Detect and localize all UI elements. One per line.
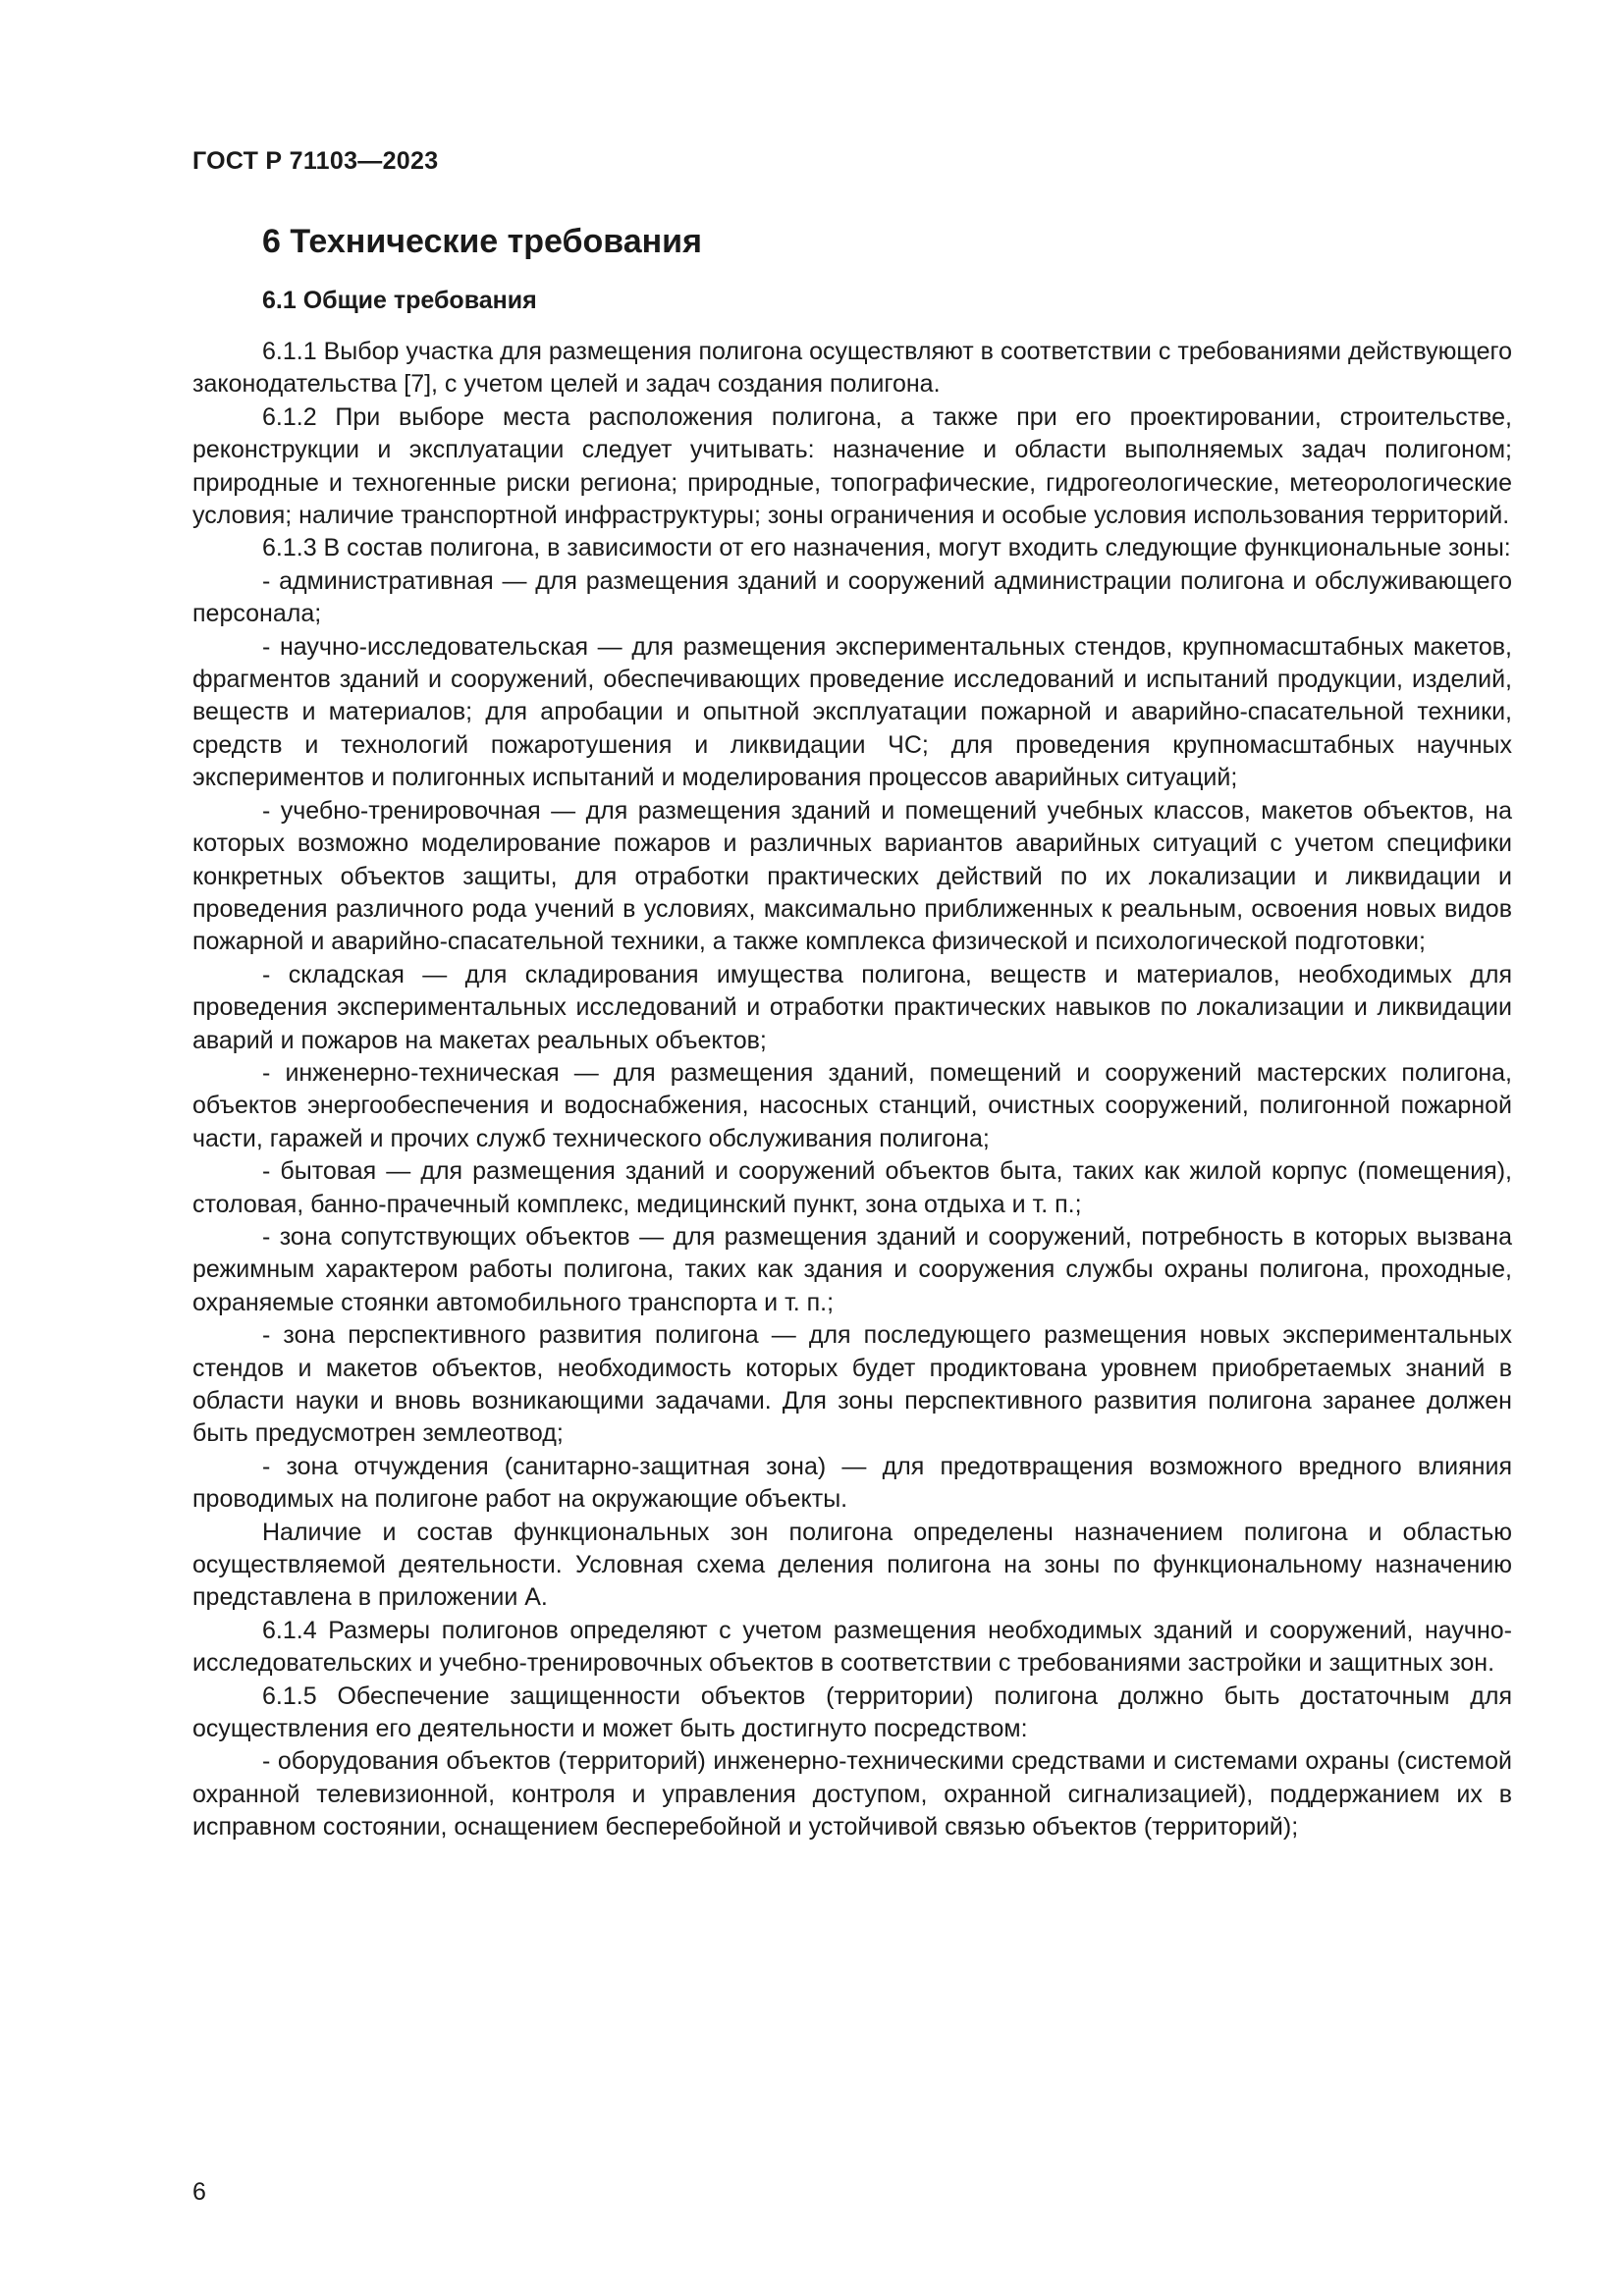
list-item-auxiliary-zone: - зона сопутствующих объектов — для размещения зданий и сооружений, потребность в которых вызвана режимным характером работы полигона, таких как здания и сооружения службы охраны полигона, проходные, охраняемые стоянки автомобильного транспорта и т. п.; (192, 1222, 1512, 1316)
list-item-exclusion-zone: - зона отчуждения (санитарно-защитная зона) — для предотвращения возможного вредного влияния проводимых на полигоне работ на окружающие объекты. (192, 1452, 1512, 1514)
paragraph-6-1-4: 6.1.4 Размеры полигонов определяют с учетом размещения необходимых зданий и сооружений, научно-исследовательских и учебно-тренировочных объектов в соответствии с требованиями застройки и защитных зон. (192, 1616, 1512, 1678)
list-item-training-zone: - учебно-тренировочная — для размещения зданий и помещений учебных классов, макетов объектов, на которых возможно моделирование пожаров и различных вариантов аварийных ситуаций с учетом специфики конкретных объектов защиты, для отработки практических действий по их локализации и ликвидации и проведения различного рода учений в условиях, максимально приближенных к реальным, освоения новых видов пожарной и аварийно-спасательной техники, а также комплекса физической и психологической подготовки; (192, 796, 1512, 956)
paragraph-6-1-2: 6.1.2 При выборе места расположения полигона, а также при его проектировании, строительстве, реконструкции и эксплуатации следует учитывать: назначение и области выполняемых задач полигоном; природные и техногенные риски региона; природные, топографические, гидрогеологические, метеорологические условия; наличие транспортной инфраструктуры; зоны ограничения и особые условия использования территорий. (192, 402, 1512, 530)
list-item-future-development-zone: - зона перспективного развития полигона — для последующего размещения новых экспериментальных стендов и макетов объектов, необходимость которых будет продиктована уровнем приобретаемых знаний в области науки и вновь возникающими задачами. Для зоны перспективного развития полигона заранее должен быть предусмотрен землеотвод; (192, 1321, 1512, 1448)
paragraph-6-1-3: 6.1.3 В состав полигона, в зависимости от его назначения, могут входить следующие функциональные зоны: (262, 534, 1511, 562)
document-code-header: ГОСТ Р 71103—2023 (192, 147, 439, 175)
paragraph-6-1-5: 6.1.5 Обеспечение защищенности объектов (территории) полигона должно быть достаточным для осуществления его деятельности и может быть достигнуто посредством: (192, 1682, 1512, 1743)
list-item-research-zone: - научно-исследовательская — для размещения экспериментальных стендов, крупномасштабных макетов, фрагментов зданий и сооружений, обеспечивающих проведение исследований и испытаний продукции, изделий, веществ и материалов; для апробации и опытной эксплуатации пожарной и аварийно-спасательной техники, средств и технологий пожаротушения и ликвидации ЧС; для проведения крупномасштабных научных экспериментов и полигонных испытаний и моделирования процессов аварийных ситуаций; (192, 632, 1512, 792)
subsection-title: 6.1 Общие требования (262, 287, 537, 314)
list-item-engineering-zone: - инженерно-техническая — для размещения зданий, помещений и сооружений мастерских полигона, объектов энергообеспечения и водоснабжения, насосных станций, очистных сооружений, полигонной пожарной части, гаражей и прочих служб технического обслуживания полигона; (192, 1058, 1512, 1152)
page-number: 6 (192, 2178, 206, 2206)
document-body (192, 222, 1512, 1844)
list-item-household-zone: - бытовая — для размещения зданий и сооружений объектов быта, таких как жилой корпус (помещения), столовая, банно-прачечный комплекс, медицинский пункт, зона отдыха и т. п.; (192, 1157, 1512, 1218)
list-item-storage-zone: - складская — для складирования имущества полигона, веществ и материалов, необходимых для проведения экспериментальных исследований и отработки практических навыков по локализации и ликвидации аварий и пожаров на макетах реальных объектов; (192, 960, 1512, 1054)
paragraph-zones-summary: Наличие и состав функциональных зон полигона определены назначением полигона и областью осуществляемой деятельности. Условная схема деления полигона на зоны по функциональному назначению представлена в приложении А. (192, 1518, 1512, 1612)
paragraph-6-1-1: 6.1.1 Выбор участка для размещения полигона осуществляют в соответствии с требованиями действующего законодательства [7], с учетом целей и задач создания полигона. (192, 338, 1512, 399)
list-item-security-equipment: - оборудования объектов (территорий) инженерно-техническими средствами и системами охраны (системой охранной телевизионной, контроля и управления доступом, охранной сигнализацией), поддержанием их в исправном состоянии, оснащением бесперебойной и устойчивой связью объектов (территорий); (192, 1747, 1512, 1842)
section-title: 6 Технические требования (262, 223, 702, 260)
list-item-administrative-zone: - административная — для размещения зданий и сооружений администрации полигона и обслуживающего персонала; (192, 566, 1512, 628)
